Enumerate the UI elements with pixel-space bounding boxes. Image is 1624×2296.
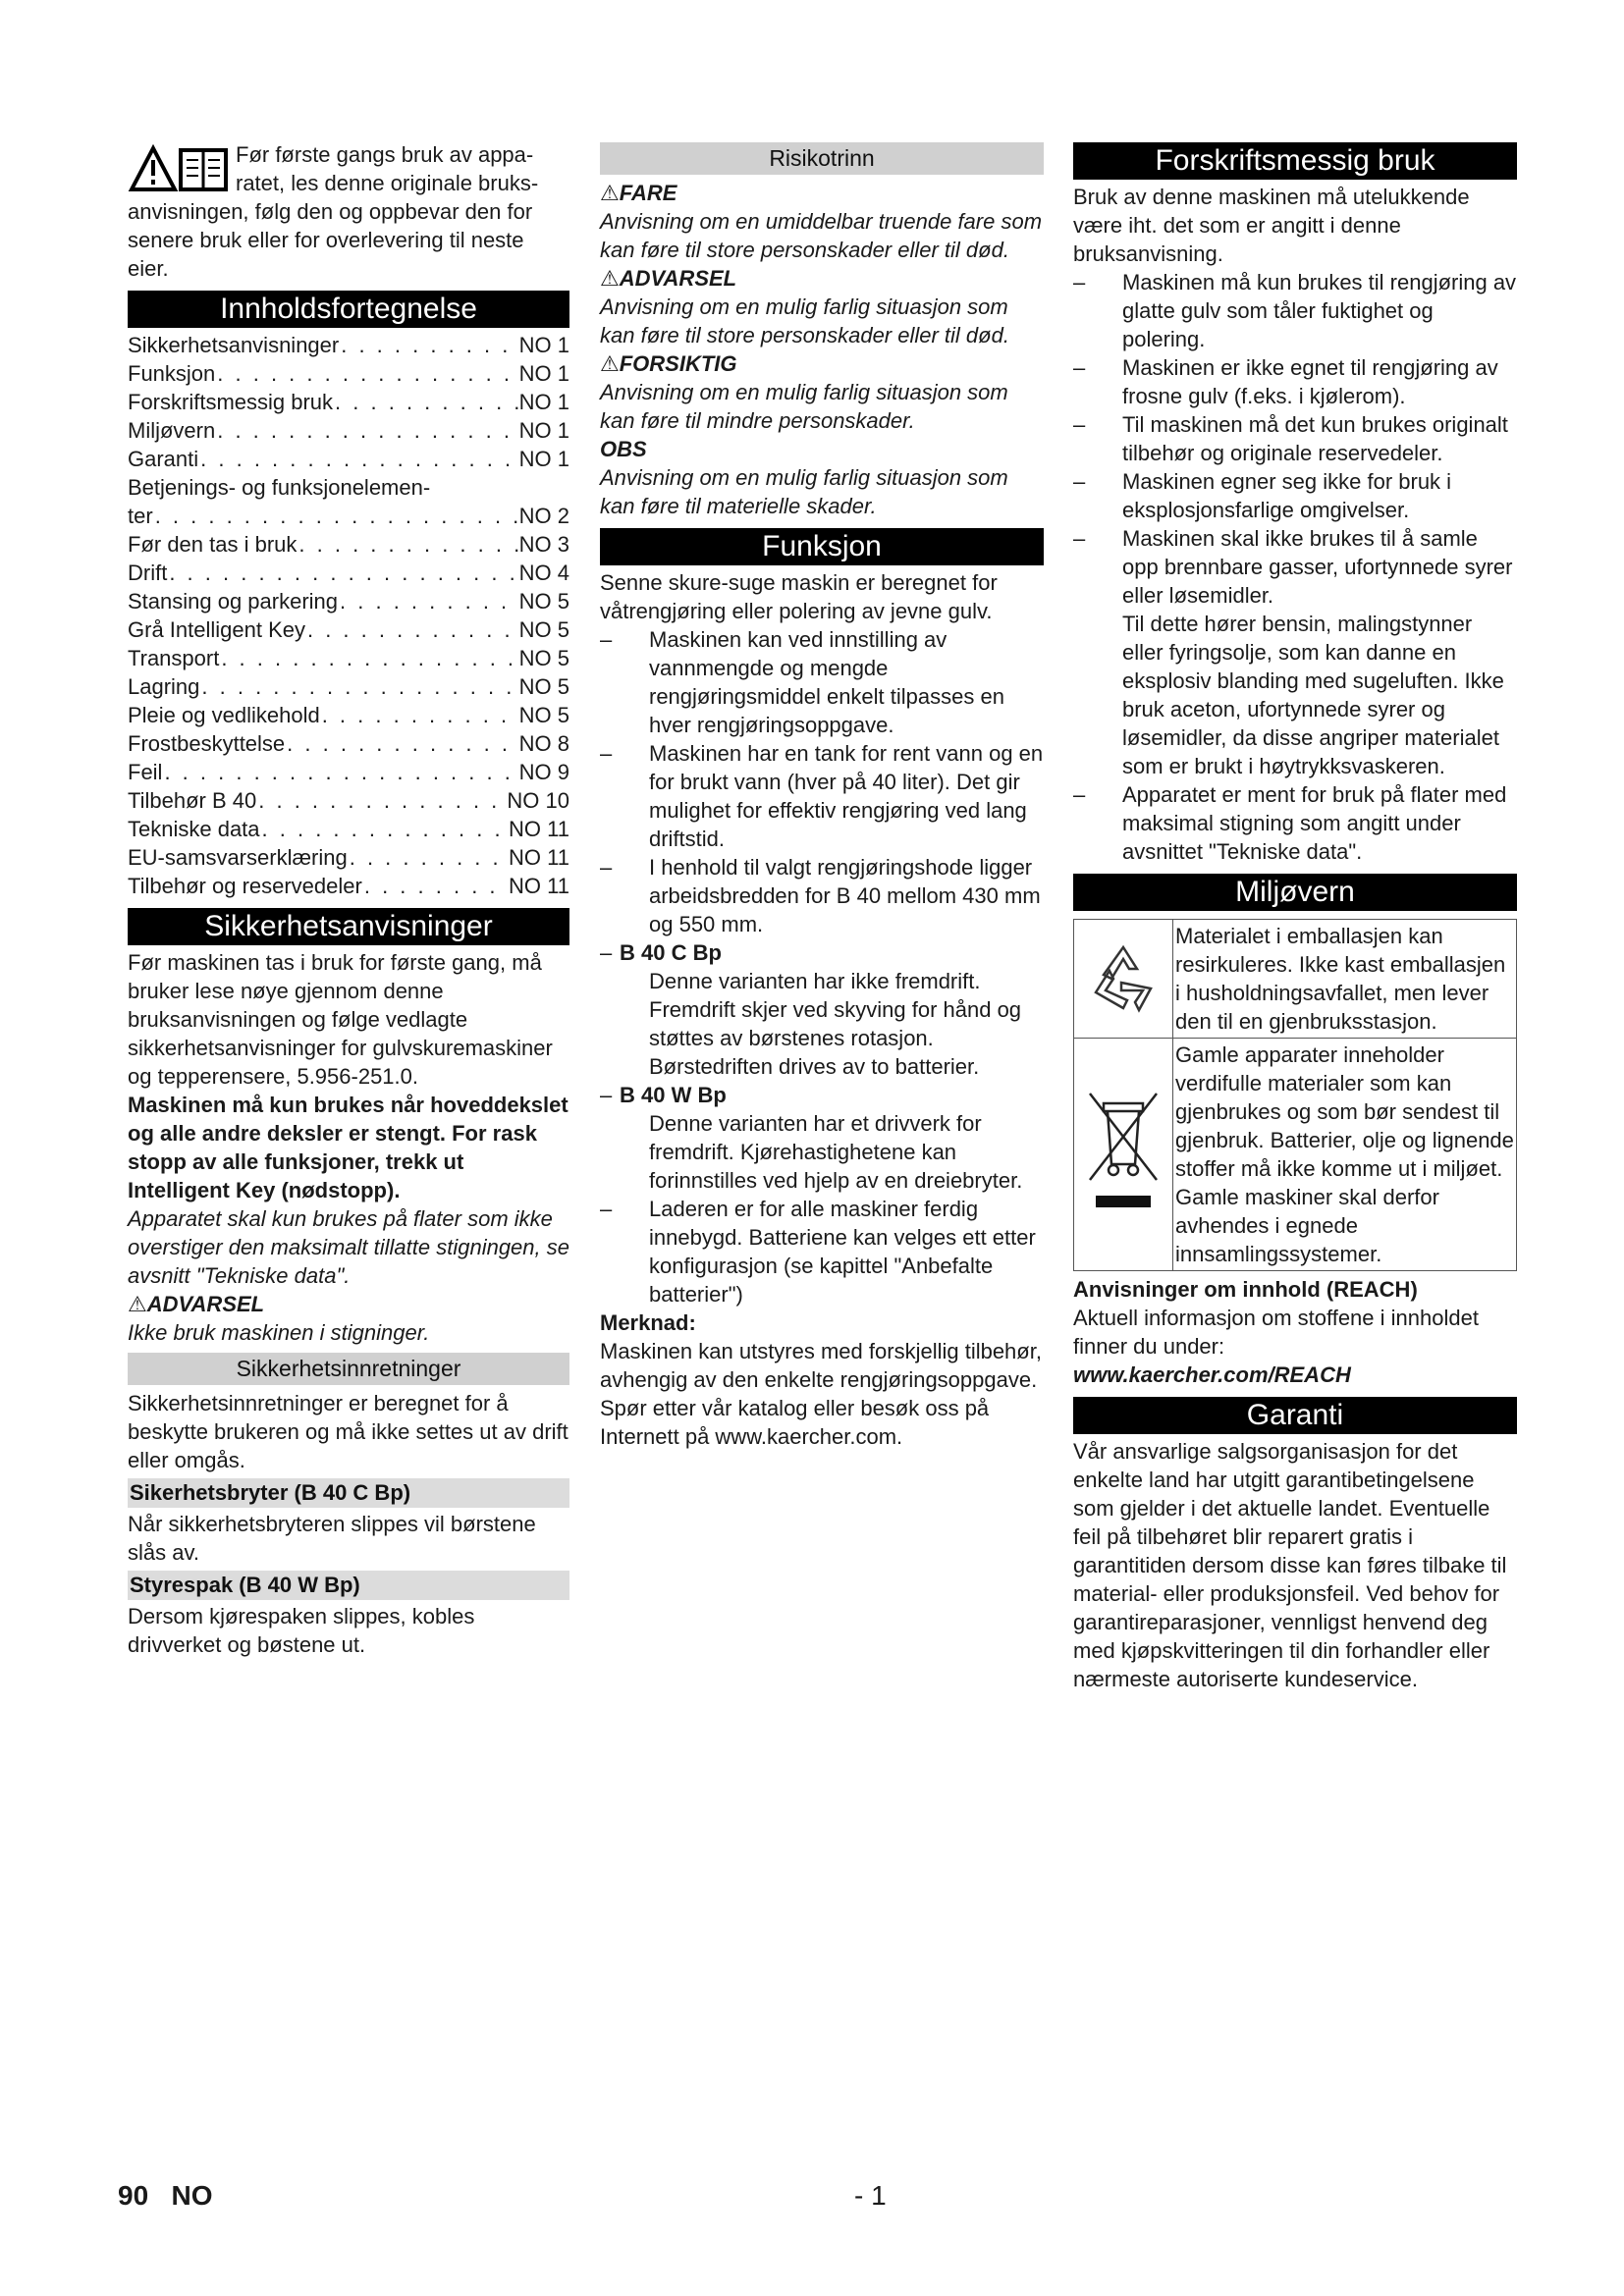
lever-heading: Styrespak (B 40 W Bp) bbox=[128, 1571, 569, 1600]
use-bullet: – Maskinen egner seg ikke for bruk i eksplosjonsfarlige omgivelser. bbox=[1073, 469, 1452, 522]
toc-item[interactable]: Miljøvern . . . NO 1 bbox=[128, 416, 569, 445]
function-bullet: – Maskinen kan ved innstilling av vannmengde og mengde rengjøringsmiddel enkelt tilpasses en hver rengjøringsoppgave. bbox=[600, 627, 1004, 737]
use-bullet: – Maskinen skal ikke brukes til å samle opp brennbare gasser, ufortynnede syrer eller løsemidler. bbox=[1073, 526, 1513, 608]
toc-item[interactable]: Feil . . . NO 9 bbox=[128, 758, 569, 786]
warning-label: ⚠ADVARSEL bbox=[128, 1292, 265, 1316]
column-middle bbox=[600, 140, 1044, 1451]
toc-item[interactable]: EU-samsvarserklæring . . . NO 11 bbox=[128, 843, 569, 872]
function-bullet: – Maskinen har en tank for rent vann og en for brukt vann (hver på 40 liter). Det gir mulighet for effektiv rengjøring ved lang driftstid. bbox=[600, 741, 1044, 851]
risk-label-caution: ⚠FORSIKTIG bbox=[600, 351, 737, 376]
switch-heading: Sikerhetsbryter (B 40 C Bp) bbox=[128, 1478, 569, 1508]
environment-row bbox=[1074, 1038, 1516, 1270]
variant-w: – B 40 W Bp bbox=[600, 1083, 727, 1107]
toc-item[interactable]: Grå Intelligent Key . . . NO 5 bbox=[128, 615, 569, 644]
toc-item[interactable]: Drift . . . NO 4 bbox=[128, 559, 569, 587]
warranty-heading: Garanti bbox=[1073, 1397, 1517, 1434]
use-heading: Forskriftsmessig bruk bbox=[1073, 142, 1517, 180]
function-heading: Funksjon bbox=[600, 528, 1044, 565]
toc-item[interactable]: Garanti . . . NO 1 bbox=[128, 445, 569, 473]
risk-text-notice: Anvisning om en mulig farlig situasjon som kan føre til materielle skader. bbox=[600, 465, 1008, 518]
toc-item[interactable]: Tilbehør B 40 . . . NO 10 bbox=[128, 786, 569, 815]
toc-heading: Innholdsfortegnelse bbox=[128, 291, 569, 328]
reach-link[interactable]: www.kaercher.com/REACH bbox=[1073, 1362, 1351, 1387]
safety-italic-paragraph: Apparatet skal kun brukes på flater som ikke overstiger den maksimalt tillatte stigningen, se avsnitt "Tekniske data". bbox=[128, 1206, 569, 1288]
risk-heading: Risikotrinn bbox=[600, 142, 1044, 175]
footer-page-number: - 1 bbox=[854, 2180, 887, 2211]
risk-label-danger: ⚠FARE bbox=[600, 181, 677, 205]
toc-item[interactable]: Frostbeskyttelse . . . NO 8 bbox=[128, 729, 569, 758]
catalog-text: Spør etter vår katalog eller besøk oss på Internett på www.kaercher.com. bbox=[600, 1396, 990, 1449]
warning-manual-icon bbox=[128, 142, 230, 193]
devices-text: Sikkerhetsinnretninger er beregnet for å beskytte brukeren og må ikke settes ut av drift eller omgås. bbox=[128, 1391, 568, 1472]
toc-item[interactable]: ter . . . NO 2 bbox=[128, 502, 569, 530]
environment-table bbox=[1073, 919, 1517, 1271]
use-bullet: – Til maskinen må det kun brukes originalt tilbehør og originale reservedeler. bbox=[1073, 412, 1508, 465]
recycle-icon bbox=[1074, 920, 1173, 1038]
toc-item-continued[interactable]: Betjenings- og funksjonelemen- bbox=[128, 475, 431, 500]
variant-c-text: Denne varianten har ikke fremdrift. Fremdrift skjer ved skyving for hånd og støttes av børstenes rotasjon. Børstedriften drives av to batterier. bbox=[649, 969, 1022, 1079]
toc-item[interactable]: Før den tas i bruk . . . NO 3 bbox=[128, 530, 569, 559]
warning-text: Ikke bruk maskinen i stigninger. bbox=[128, 1320, 430, 1345]
intro-line-1: Før første gangs bruk av appa- bbox=[236, 142, 534, 167]
warranty-text: Vår ansvarlige salgsorganisasjon for det enkelte land har utgitt garantibetingelsene som gjelder i det aktuelle landet. Eventuelle feil på tilbehøret blir reparert gratis i garantitiden dersom disse kan føres tilbake til material- eller produksjonsfeil. Ved behov for garantireparasjoner, vennligst henvend deg med kjøpskvitteringen til din forhandler eller nærmeste autoriserte kundeservice. bbox=[1073, 1439, 1507, 1691]
safety-bold-paragraph: Maskinen må kun brukes når hoveddekslet og alle andre deksler er stengt. For rask stopp av alle funksjoner, trekk ut Intelligent Key (nødstopp). bbox=[128, 1093, 568, 1202]
use-extra: Til dette hører bensin, malingstynner eller fyringsolje, som kan danne en eksplosiv blanding med sugeluften. Ikke bruk aceton, ufortynnede syrer og løsemidler, da disse angriper materialet som er brukt i høytrykksvaskeren. bbox=[1122, 612, 1504, 778]
note-text: Maskinen kan utstyres med forskjellig tilbehør, avhengig av den enkelte rengjøringsoppgave. bbox=[600, 1339, 1042, 1392]
risk-label-notice: OBS bbox=[600, 437, 647, 461]
toc-item[interactable]: Forskriftsmessig bruk . . . NO 1 bbox=[128, 388, 569, 416]
toc-item[interactable]: Pleie og vedlikehold . . . NO 5 bbox=[128, 701, 569, 729]
function-bullet: – I henhold til valgt rengjøringshode ligger arbeidsbredden for B 40 mellom 430 mm og 550 mm. bbox=[600, 855, 1041, 936]
risk-text-danger: Anvisning om en umiddelbar truende fare som kan føre til store personskader eller til død. bbox=[600, 209, 1043, 262]
intro-line-2: ratet, les denne originale bruks- bbox=[236, 171, 539, 195]
use-intro: Bruk av denne maskinen må utelukkende være iht. det som er angitt i denne bruksanvisning. bbox=[1073, 185, 1470, 266]
weee-text: Gamle apparater inneholder verdifulle materialer som kan gjenbrukes og som bør sendest til gjenbruk. Batterier, olje og lignende stoffer må ikke komme ut i miljøet. Gamle maskiner skal derfor avhendes i egnede innsamlingssystemer. bbox=[1175, 1042, 1514, 1266]
crossed-bin-icon bbox=[1074, 1039, 1173, 1270]
lever-text: Dersom kjørespaken slippes, kobles drivverket og bøstene ut. bbox=[128, 1604, 475, 1657]
safety-heading: Sikkerhetsanvisninger bbox=[128, 908, 569, 945]
column-left bbox=[128, 140, 569, 1659]
toc-item[interactable]: Transport . . . NO 5 bbox=[128, 644, 569, 672]
toc-list bbox=[128, 331, 569, 900]
intro-block bbox=[128, 140, 569, 283]
use-bullet: – Apparatet er ment for bruk på flater med maksimal stigning som angitt under avsnittet "Tekniske data". bbox=[1073, 782, 1507, 864]
environment-row bbox=[1074, 920, 1516, 1038]
safety-paragraph: Før maskinen tas i bruk for første gang, må bruker lese nøye gjennom denne bruksanvisningen og følge vedlagte sikkerhetsanvisninger for gulvskuremaskiner og tepperensere, 5.956-251.0. bbox=[128, 950, 553, 1089]
toc-item[interactable]: Stansing og parkering . . . NO 5 bbox=[128, 587, 569, 615]
environment-heading: Miljøvern bbox=[1073, 874, 1517, 911]
variant-w-text: Denne varianten har et drivverk for fremdrift. Kjørehastighetene kan forinnstilles ved hjelp av en dreiebryter. bbox=[649, 1111, 1023, 1193]
footer-page-language: 90 NO bbox=[118, 2180, 213, 2211]
toc-item[interactable]: Funksjon . . . NO 1 bbox=[128, 359, 569, 388]
toc-item[interactable]: Tekniske data . . . NO 11 bbox=[128, 815, 569, 843]
use-bullet: – Maskinen må kun brukes til rengjøring av glatte gulv som tåler fuktighet og polering. bbox=[1073, 270, 1517, 351]
devices-heading: Sikkerhetsinnretninger bbox=[128, 1353, 569, 1385]
variant-c: – B 40 C Bp bbox=[600, 940, 722, 965]
column-right bbox=[1073, 140, 1517, 1693]
toc-item[interactable]: Sikkerhetsanvisninger . . . NO 1 bbox=[128, 331, 569, 359]
switch-text: Når sikkerhetsbryteren slippes vil børstene slås av. bbox=[128, 1512, 536, 1565]
reach-text: Aktuell informasjon om stoffene i innholdet finner du under: bbox=[1073, 1306, 1479, 1359]
use-bullet: – Maskinen er ikke egnet til rengjøring av frosne gulv (f.eks. i kjølerom). bbox=[1073, 355, 1498, 408]
risk-text-warning: Anvisning om en mulig farlig situasjon som kan føre til store personskader eller til død. bbox=[600, 294, 1009, 347]
recycle-text: Materialet i emballasjen kan resirkuleres. Ikke kast emballasjen i husholdningsavfallet, men lever den til en gjenbruksstasjon. bbox=[1175, 924, 1506, 1034]
charger-bullet: – Laderen er for alle maskiner ferdig innebygd. Batteriene kan velges ett etter konfigurasjon (se kapittel "Anbefalte batterier") bbox=[600, 1197, 1036, 1307]
note-label: Merknad: bbox=[600, 1310, 696, 1335]
reach-heading: Anvisninger om innhold (REACH) bbox=[1073, 1277, 1418, 1302]
toc-item[interactable]: Lagring . . . NO 5 bbox=[128, 672, 569, 701]
function-intro: Senne skure-suge maskin er beregnet for våtrengjøring eller polering av jevne gulv. bbox=[600, 570, 998, 623]
toc-item[interactable]: Tilbehør og reservedeler . . . NO 11 bbox=[128, 872, 569, 900]
risk-text-caution: Anvisning om en mulig farlig situasjon som kan føre til mindre personskader. bbox=[600, 380, 1008, 433]
risk-label-warning: ⚠ADVARSEL bbox=[600, 266, 737, 291]
intro-rest: anvisningen, følg den og oppbevar den for senere bruk eller for overlevering til neste eier. bbox=[128, 199, 533, 281]
